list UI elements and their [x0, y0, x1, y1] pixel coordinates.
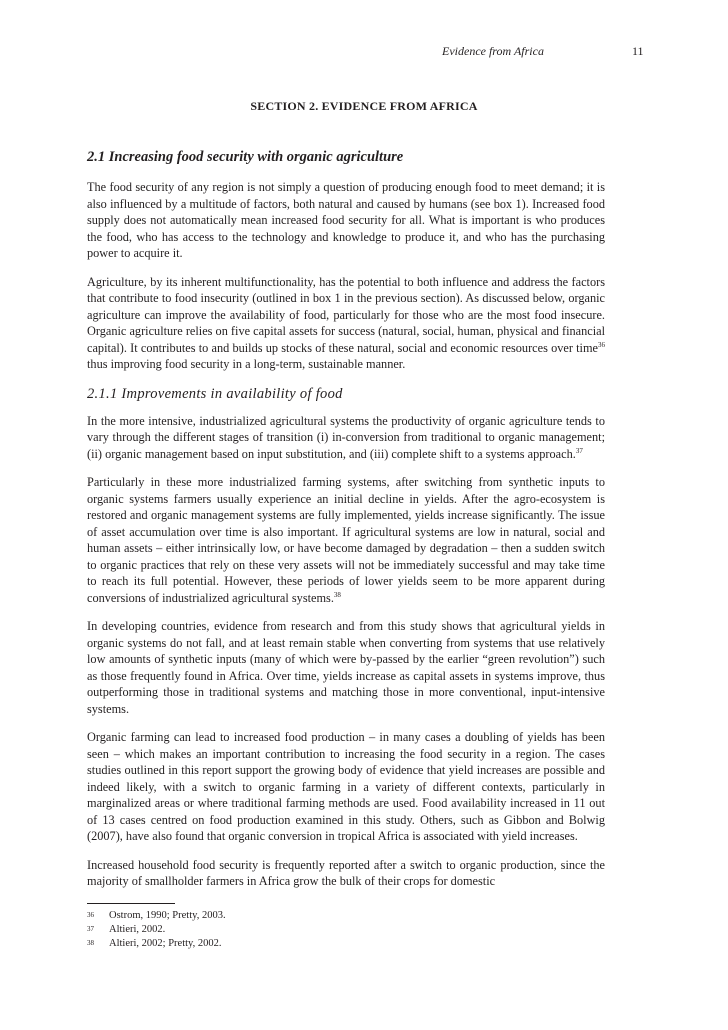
- footnote-number: 38: [87, 939, 94, 947]
- footnote-number: 37: [87, 925, 94, 933]
- page-number: 11: [632, 44, 644, 58]
- subsubsection-heading: 2.1.1 Improvements in availability of food: [87, 385, 343, 402]
- paragraph-text: Particularly in these more industrialized farming systems, after switching from synthetic inputs to organic systems farmers usually experience an initial decline in yields. After the agro-ecosystem is restored and organic management systems are fully implemented, yields increase significantly. The issue of asset accumulation over time is also important. If agricultural systems are low in natural, social and human assets – either intrinsically low, or have become damaged by degradation – then a sudden switch to organic practices that rely on these very assets will not be immediately successful and may take time to reach its full potential. However, these periods of lower yields seem to be more apparent during conversions of industrialized agricultural systems.: [87, 475, 605, 605]
- footnote-text: Ostrom, 1990; Pretty, 2003.: [109, 910, 226, 921]
- paragraph: [87, 474, 605, 606]
- paragraph-text: In the more intensive, industrialized agricultural systems the productivity of organic agriculture tends to vary through the different stages of transition (i) in-conversion from traditional to organic management; (ii) organic management based on input substitution, and (iii) complete shift to a systems approach.: [87, 413, 605, 461]
- paragraph-text: thus improving food security in a long-term, sustainable manner.: [87, 357, 406, 371]
- paragraph: [87, 413, 605, 463]
- section-title: SECTION 2. EVIDENCE FROM AFRICA: [250, 99, 478, 113]
- paragraph: The food security of any region is not simply a question of producing enough food to meet demand; it is also influenced by a multitude of factors, both natural and caused by humans (see box 1). Increased food supply does not automatically mean increased food security for all. What is important is who produces the food, who has access to the technology and knowledge to produce it, and who has the purchasing power to acquire it.: [87, 180, 605, 260]
- footnote-number: 36: [87, 911, 94, 919]
- paragraph: In developing countries, evidence from research and from this study shows that agricultural yields in organic systems do not fall, and at least remain stable when converting from systems that use relatively low amounts of synthetic inputs (many of which were by-passed by the earlier “green revolution”) such as those frequently found in Africa. Over time, yields increase as capital assets in systems improve, thus outperforming those in traditional systems and matching those in more conventional, input-intensive systems.: [87, 619, 605, 716]
- footnote: [87, 909, 605, 923]
- subsection-heading: 2.1 Increasing food security with organic agriculture: [87, 149, 404, 165]
- paragraph-text: Agriculture, by its inherent multifunctionality, has the potential to both influence and address the factors that contribute to food insecurity (outlined in box 1 in the previous section). As discussed below, organic agriculture can improve the availability of food, particularly for those who are the most food insecure. Organic agriculture relies on five capital assets for success (natural, social, human, physical and financial capital). It contributes to and builds up stocks of these natural, social and economic resources over time: [87, 274, 605, 355]
- running-header: [0, 44, 728, 64]
- paragraph: [87, 274, 605, 373]
- footnote-divider: [87, 903, 175, 904]
- footnotes: [87, 903, 605, 951]
- main-content: [87, 148, 605, 902]
- paragraph: Increased household food security is frequently reported after a switch to organic production, since the majority of smallholder farmers in Africa grow the bulk of their crops for domestic: [87, 857, 605, 888]
- footnote-ref: 36: [598, 340, 605, 349]
- footnote: [87, 923, 605, 937]
- footnote-text: Altieri, 2002; Pretty, 2002.: [109, 938, 222, 949]
- footnote: [87, 937, 605, 951]
- footnote-text: Altieri, 2002.: [109, 924, 166, 935]
- footnote-ref: 38: [333, 590, 341, 599]
- running-title: Evidence from Africa: [442, 44, 544, 58]
- paragraph: Organic farming can lead to increased food production – in many cases a doubling of yields has been seen – which makes an important contribution to increasing the food security in a region. The cases studies outlined in this report support the growing body of evidence that yield increases are possible and indeed likely, with a switch to organic farming in a variety of different contexts, particularly in marginalized areas or where traditional farming methods are used. Food availability increased in 11 out of 13 cases centred on food production examined in this study. Others, such as Gibbon and Bolwig (2007), have also found that organic conversion in tropical Africa is associated with yield increases.: [87, 730, 605, 843]
- footnote-ref: 37: [575, 446, 583, 455]
